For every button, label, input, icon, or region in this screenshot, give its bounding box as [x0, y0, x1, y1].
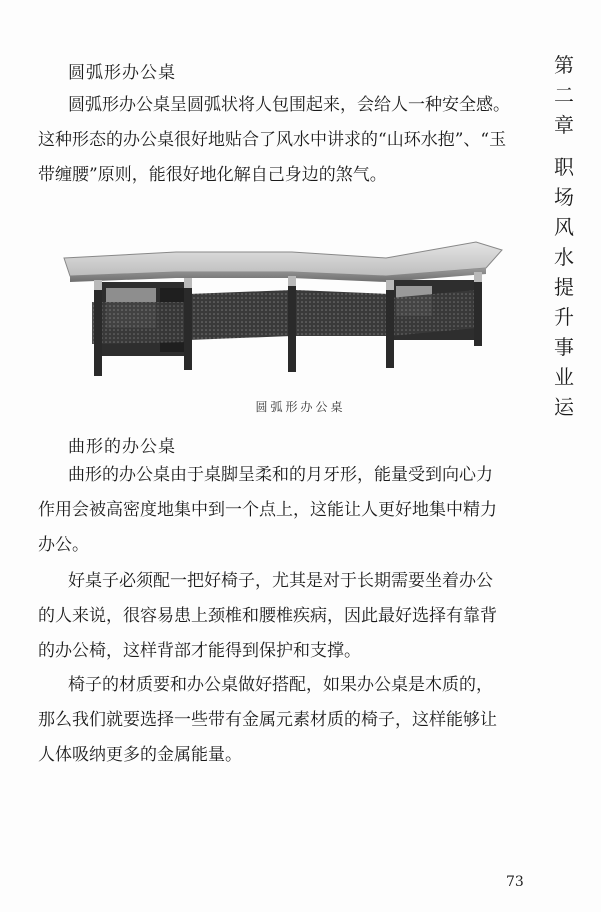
text-line: 的办公椅，这样背部才能得到保护和支撑。 — [38, 641, 361, 661]
arc-desk-photo — [56, 232, 506, 402]
chapter-char: 二 — [554, 83, 574, 107]
text-line: 带缠腰”原则，能很好地化解自己身边的煞气。 — [38, 165, 387, 185]
figure-caption: 圆弧形办公桌 — [255, 400, 346, 414]
text-line: 圆弧形办公桌呈圆弧状将人包围起来，会给人一种安全感。 — [68, 95, 510, 115]
text-line: 作用会被高密度地集中到一个点上，这能让人更好地集中精力 — [38, 500, 497, 520]
text-line: 办公。 — [38, 535, 89, 555]
text-line: 那么我们就要选择一些带有金属元素材质的椅子，这样能够让 — [38, 710, 497, 730]
chapter-char: 提 — [554, 275, 574, 299]
chapter-char: 事 — [554, 335, 574, 359]
paragraph-curved-desk — [38, 458, 526, 563]
section-heading-arc-desk: 圆弧形办公桌 — [68, 63, 176, 83]
text-line: 这种形态的办公桌很好地贴合了风水中讲求的“山环水抱”、“玉 — [38, 130, 507, 150]
text-line: 的人来说，很容易患上颈椎和腰椎疾病，因此最好选择有靠背 — [38, 606, 497, 626]
chapter-char: 职 — [554, 155, 574, 179]
chapter-char: 章 — [554, 113, 574, 137]
text-line: 曲形的办公桌由于桌脚呈柔和的月牙形，能量受到向心力 — [68, 465, 493, 485]
paragraph-arc-desk — [38, 88, 526, 193]
chapter-title-vertical — [544, 50, 584, 422]
chapter-char: 水 — [554, 245, 574, 269]
chapter-char: 升 — [554, 305, 574, 329]
paragraph-chair — [38, 564, 526, 669]
chapter-char: 风 — [554, 215, 574, 239]
paragraph-chair-material — [38, 668, 526, 773]
text-line: 人体吸纳更多的金属能量。 — [38, 745, 242, 765]
section-heading-curved-desk: 曲形的办公桌 — [68, 437, 176, 457]
text-line: 椅子的材质要和办公桌做好搭配，如果办公桌是木质的， — [68, 675, 493, 695]
page-number: 73 — [506, 874, 524, 890]
chapter-char: 业 — [554, 365, 574, 389]
chapter-char: 第 — [554, 53, 574, 77]
chapter-char: 场 — [554, 185, 574, 209]
text-line: 好桌子必须配一把好椅子，尤其是对于长期需要坐着办公 — [68, 571, 493, 591]
chapter-char: 运 — [554, 395, 574, 419]
